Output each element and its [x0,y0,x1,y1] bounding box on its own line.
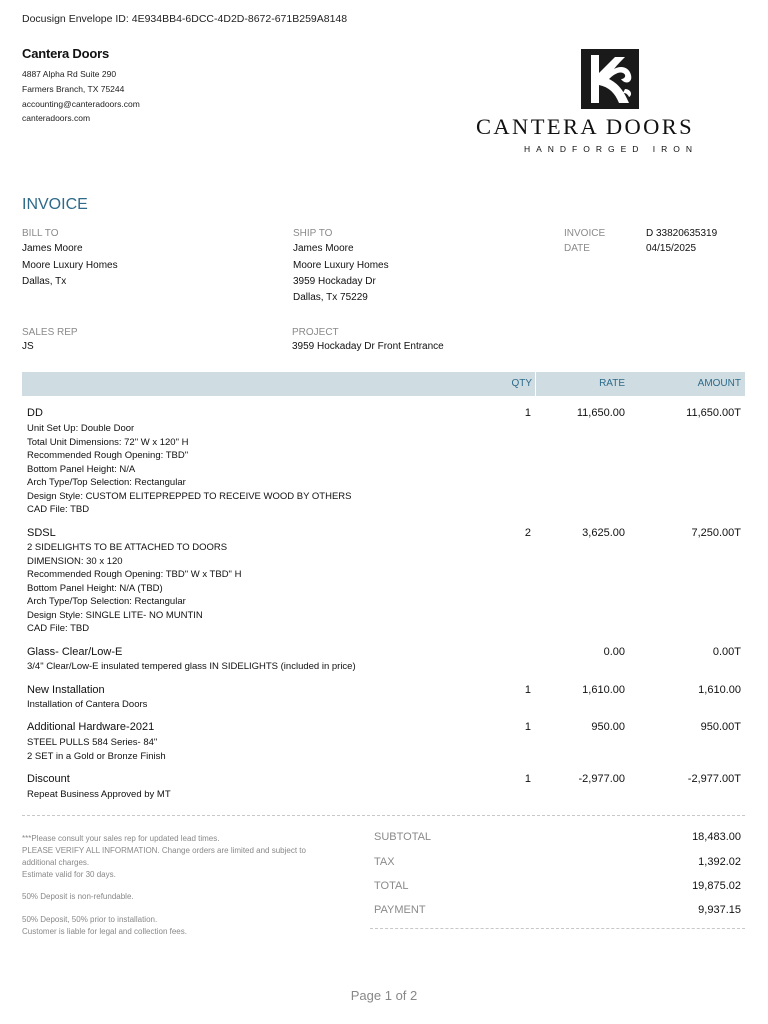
items-divider [22,815,745,816]
item-rate: 3,625.00 [582,527,625,539]
item-desc-line: CAD File: TBD [27,504,90,515]
invoice-date: 04/15/2025 [646,243,697,254]
ship-to-city: Dallas, Tx 75229 [293,292,368,303]
item-desc-line: 2 SIDELIGHTS TO BE ATTACHED TO DOORS [27,542,228,553]
notes-block [22,833,352,881]
item-rate: 0.00 [603,646,625,658]
company-name: Cantera Doors [22,46,109,61]
item-desc-line: Installation of Cantera Doors [27,699,148,710]
item-desc-line: Arch Type/Top Selection: Rectangular [27,596,186,607]
note-line: Customer is liable for legal and collection fees. [22,927,187,936]
item-desc-line: 2 SET in a Gold or Bronze Finish [27,750,166,762]
company-website[interactable]: canteradoors.com [22,113,91,123]
subtotal-value: 18,483.00 [692,831,741,843]
item-amount: 11,650.00T [686,407,741,419]
project-name: 3959 Hockaday Dr Front Entrance [292,341,444,352]
item-name: Discount [27,773,70,785]
item-name: Additional Hardware-2021 [27,721,155,733]
item-amount: 950.00T [700,721,741,733]
envelope-id: Docusign Envelope ID: 4E934BB4-6DCC-4D2D-8672-671B259A8148 [22,13,348,25]
table-header [22,372,745,396]
item-desc-line: Design Style: SINGLE LITE- NO MUNTIN [27,609,203,621]
note-line: Estimate valid for 30 days. [22,870,116,879]
payment-label: PAYMENT [374,904,426,916]
note-line: 50% Deposit is non-refundable. [22,892,134,901]
item-name: Glass- Clear/Low-E [27,646,123,658]
sales-rep: JS [22,341,34,352]
tax-value: 1,392.02 [698,856,741,868]
ship-to-company: Moore Luxury Homes [293,260,389,271]
item-amount: 0.00T [712,646,741,658]
item-desc-line: Total Unit Dimensions: 72" W x 120" H [27,436,189,448]
payment-value: 9,937.15 [698,904,741,916]
item-desc-line: STEEL PULLS 584 Series- 84" [27,737,158,748]
item-rate: 950.00 [591,721,625,733]
rate-header: RATE [599,378,625,389]
item-rate: -2,977.00 [578,773,625,785]
item-name: DD [27,407,43,419]
item-desc-line: Arch Type/Top Selection: Rectangular [27,477,186,488]
item-qty: 1 [524,721,531,733]
sales-rep-label: SALES REP [22,327,78,338]
total-label: TOTAL [374,880,409,892]
note-line: 50% Deposit, 50% prior to installation. [22,915,158,924]
item-desc-line: Bottom Panel Height: N/A (TBD) [27,582,163,594]
invoice-title: INVOICE [22,196,88,213]
totals-divider [370,928,745,929]
item-qty: 1 [524,773,531,785]
company-address-line1: 4887 Alpha Rd Suite 290 [22,69,117,79]
payment-terms-note [22,914,352,938]
ship-to-label: SHIP TO [293,228,333,239]
item-desc-line: CAD File: TBD [27,623,90,634]
bill-to-city: Dallas, Tx [22,276,67,287]
item-desc-line: DIMENSION: 30 x 120 [27,555,123,567]
invoice-number: D 33820635319 [646,228,718,239]
item-rate: 11,650.00 [576,407,625,419]
bill-to-name: James Moore [22,243,83,254]
company-address-line2: Farmers Branch, TX 75244 [22,84,125,94]
item-qty: 2 [524,527,531,539]
header-divider [535,372,536,396]
note-line: PLEASE VERIFY ALL INFORMATION. Change orders are limited and subject to [22,846,306,855]
item-amount: 1,610.00 [698,684,741,696]
invoice-date-label: DATE [564,243,590,254]
logo-wordmark: CANTERA DOORS [476,114,695,139]
subtotal-label: SUBTOTAL [374,831,432,843]
bill-to-label: BILL TO [22,228,59,239]
total-value: 19,875.02 [692,880,741,892]
company-email[interactable]: accounting@canteradoors.com [22,99,140,109]
logo-tagline: HANDFORGED IRON [523,144,699,154]
amount-header: AMOUNT [697,378,741,389]
cantera-logo-icon [581,49,639,109]
item-rate: 1,610.00 [582,684,625,696]
page-number: Page 1 of 2 [350,988,418,1003]
note-line: additional charges. [22,858,90,867]
item-name: New Installation [27,684,105,696]
tax-label: TAX [374,856,395,868]
bill-to-company: Moore Luxury Homes [22,260,118,271]
item-amount: -2,977.00T [687,773,741,785]
project-label: PROJECT [292,327,339,338]
item-desc-line: Repeat Business Approved by MT [27,789,171,800]
ship-to-name: James Moore [293,243,354,254]
note-line: ***Please consult your sales rep for updated lead times. [22,834,220,843]
item-desc-line: 3/4" Clear/Low-E insulated tempered glass IN SIDELIGHTS (included in price) [27,661,356,672]
item-qty: 1 [524,407,531,419]
item-qty: 1 [524,684,531,696]
item-name: SDSL [27,527,56,539]
item-desc-line: Unit Set Up: Double Door [27,423,135,434]
item-desc-line: Recommended Rough Opening: TBD" [27,450,189,461]
item-desc-line: Bottom Panel Height: N/A [27,463,136,475]
item-amount: 7,250.00T [691,527,741,539]
item-desc-line: Design Style: CUSTOM ELITEPREPPED TO RECEIVE WOOD BY OTHERS [27,490,352,502]
qty-header: QTY [511,378,532,389]
invoice-number-label: INVOICE [564,228,606,239]
ship-to-street: 3959 Hockaday Dr [293,276,376,287]
deposit-note [22,891,352,903]
item-desc-line: Recommended Rough Opening: TBD" W x TBD" H [27,569,242,580]
